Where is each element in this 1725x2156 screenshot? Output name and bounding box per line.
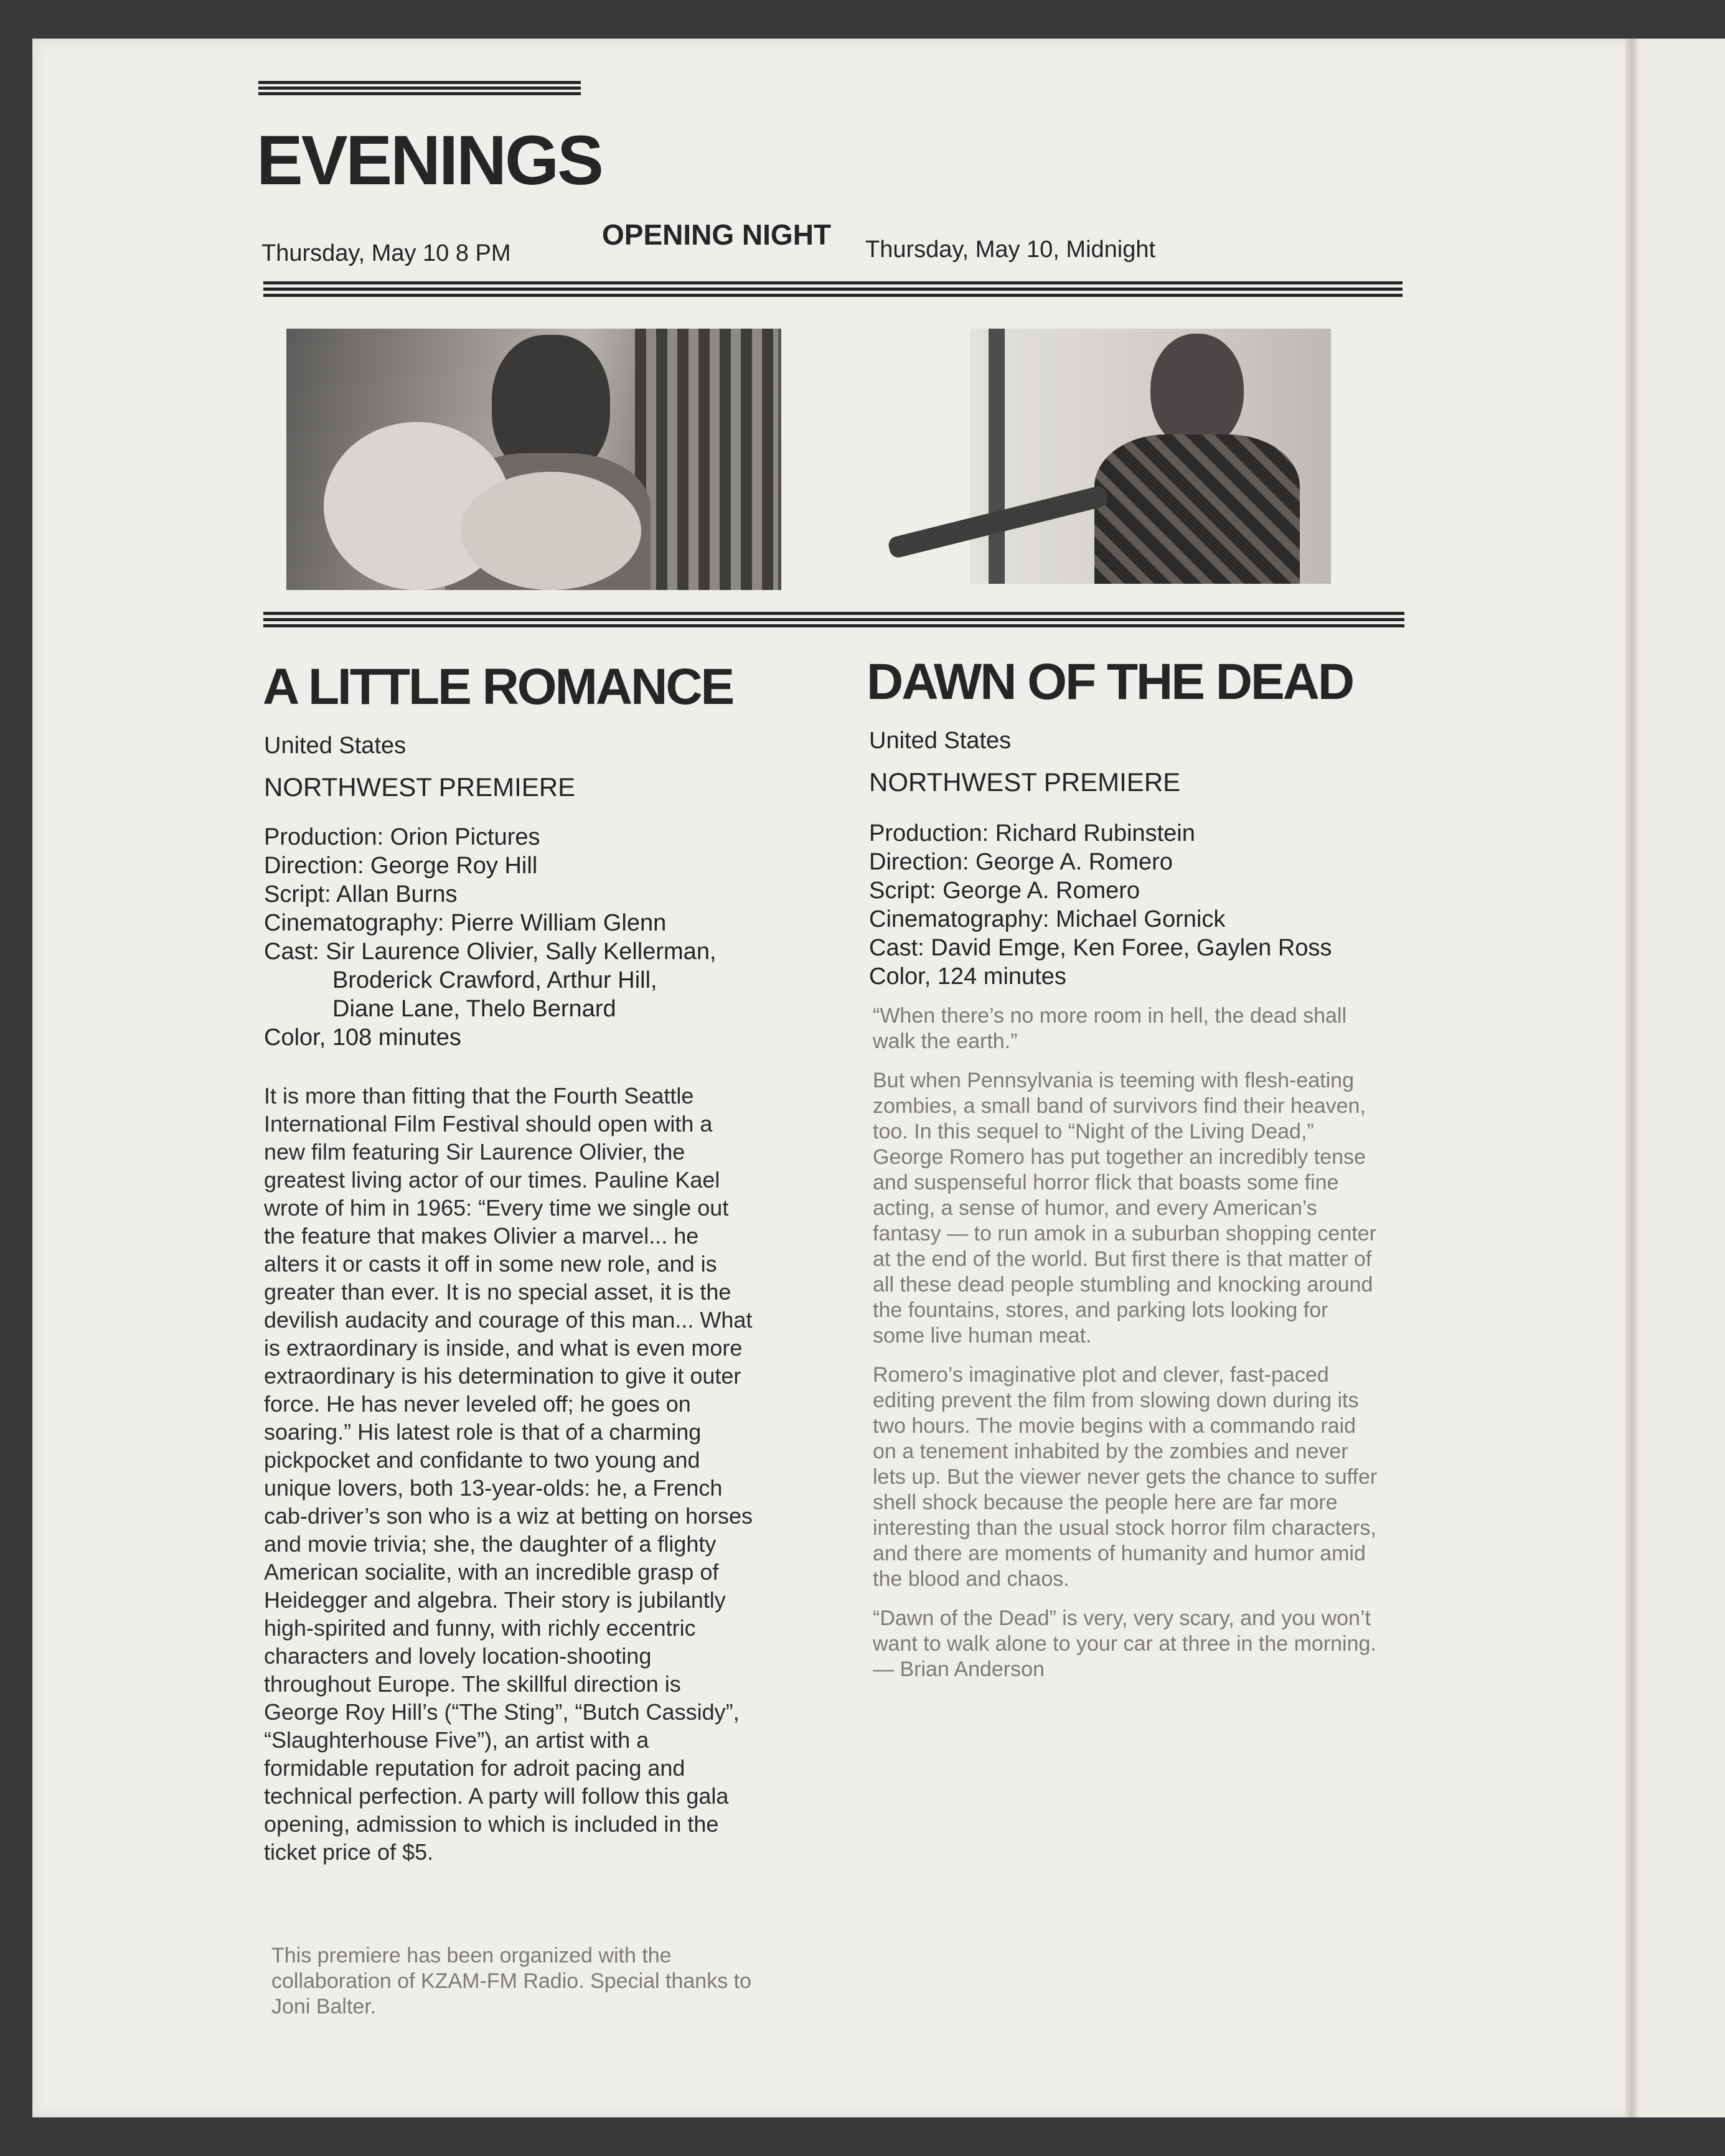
book-gutter	[1625, 39, 1638, 2117]
photo-rule	[263, 612, 1404, 628]
right-date: Thursday, May 10, Midnight	[865, 237, 1156, 263]
credits-right	[869, 819, 1332, 991]
credit-direction: Direction: George Roy Hill	[264, 853, 538, 879]
credit-runtime: Color, 124 minutes	[869, 963, 1066, 990]
credit-cinematography: Cinematography: Michael Gornick	[869, 906, 1226, 932]
film-title-right: DAWN OF THE DEAD	[867, 654, 1353, 710]
credit-cast: Cast: Sir Laurence Olivier, Sally Kellerman,	[264, 939, 717, 965]
adjacent-page-edge	[1638, 39, 1725, 2117]
premiere-left: NORTHWEST PREMIERE	[264, 772, 576, 802]
credit-runtime: Color, 108 minutes	[264, 1024, 461, 1051]
credits-left	[264, 823, 717, 1052]
credit-production: Production: Orion Pictures	[264, 824, 540, 850]
country-left: United States	[264, 733, 407, 759]
dawn-of-the-dead-still-photo	[883, 329, 1331, 584]
description-right	[873, 1003, 1378, 1682]
top-rule	[258, 81, 581, 96]
credit-cast-cont: Diane Lane, Thelo Bernard	[332, 996, 616, 1022]
premiere-note: This premiere has been organized with the collaboration of KZAM-FM Radio. Special thanks to Joni Balter.	[271, 1944, 752, 2018]
film-title-left: A LITTLE ROMANCE	[263, 659, 733, 715]
opening-night-label: OPENING NIGHT	[602, 218, 832, 251]
credit-production: Production: Richard Rubinstein	[869, 820, 1195, 846]
credit-script: Script: Allan Burns	[264, 881, 458, 907]
premiere-right: NORTHWEST PREMIERE	[869, 767, 1181, 797]
description-left: It is more than fitting that the Fourth Seattle International Film Festival should open with a new film featuring Sir Laurence Olivier, the greatest living actor of our times. Pauline Kael wrote of him in 1965: “Every time we single out the feature that makes Olivier a marvel... he alters it or casts it off in some new role, and is greater than ever. It is no special asset, it is the devilish audacity and courage of this man... What is extraordinary is inside, and what is even more extraordinary is his determination to give it outer force. He has never leveled off; he goes on soaring.” His latest role is that of a charming pickpocket and confidante to two young and unique lovers, both 13-year-olds: he, a French cab-driver’s son who is a wiz at betting on horses and movie trivia; she, the daughter of a flighty American socialite, with an incredible grasp of Heidegger and algebra. Their story is jubilantly high-spirited and funny, with richly eccentric characters and lovely location-shooting throughout Europe. The skillful direction is George Roy Hill’s (“The Sting”, “Butch Cassidy”, “Slaughterhouse Five”), an artist with a formidable reputation for adroit pacing and technical perfection. A party will follow this gala opening, admission to which is included in the ticket price of $5.	[264, 1083, 753, 1865]
credit-cinematography: Cinematography: Pierre William Glenn	[264, 910, 667, 936]
credit-cast: Cast: David Emge, Ken Foree, Gaylen Ross	[869, 935, 1332, 961]
header-rule	[263, 281, 1403, 298]
review-paragraph: Romero’s imaginative plot and clever, fast-paced editing prevent the film from slowing down during its two hours. The movie begins with a commando raid on a tenement inhabited by the zombies and never lets up. But the viewer never gets the chance to suffer shell shock because the people here are far more interesting than the usual stock horror film characters, and there are moments of humanity and humor amid the blood and chaos.	[873, 1363, 1378, 1591]
credit-cast-cont: Broderick Crawford, Arthur Hill,	[332, 967, 657, 993]
section-title: EVENINGS	[256, 121, 602, 199]
review-paragraph-byline: “Dawn of the Dead” is very, very scary, and you won’t want to walk alone to your car at three in the morning. — Brian Anderson	[873, 1606, 1376, 1681]
review-paragraph: But when Pennsylvania is teeming with flesh-eating zombies, a small band of survivors find their heaven, too. In this sequel to “Night of the Living Dead,” George Romero has put together an incredibly tense and suspenseful horror flick that boasts some fine acting, a sense of humor, and every American’s fantasy — to run amok in a suburban shopping center at the end of the world. But first there is that matter of all these dead people stumbling and knocking around the fountains, stores, and parking lots looking for some live human meat.	[873, 1069, 1376, 1348]
film-quote: “When there’s no more room in hell, the dead shall walk the earth.”	[873, 1004, 1347, 1053]
a-little-romance-still-photo	[286, 329, 781, 590]
left-date: Thursday, May 10 8 PM	[261, 240, 511, 266]
credit-script: Script: George A. Romero	[869, 878, 1140, 904]
country-right: United States	[869, 728, 1012, 754]
credit-direction: Direction: George A. Romero	[869, 849, 1173, 875]
